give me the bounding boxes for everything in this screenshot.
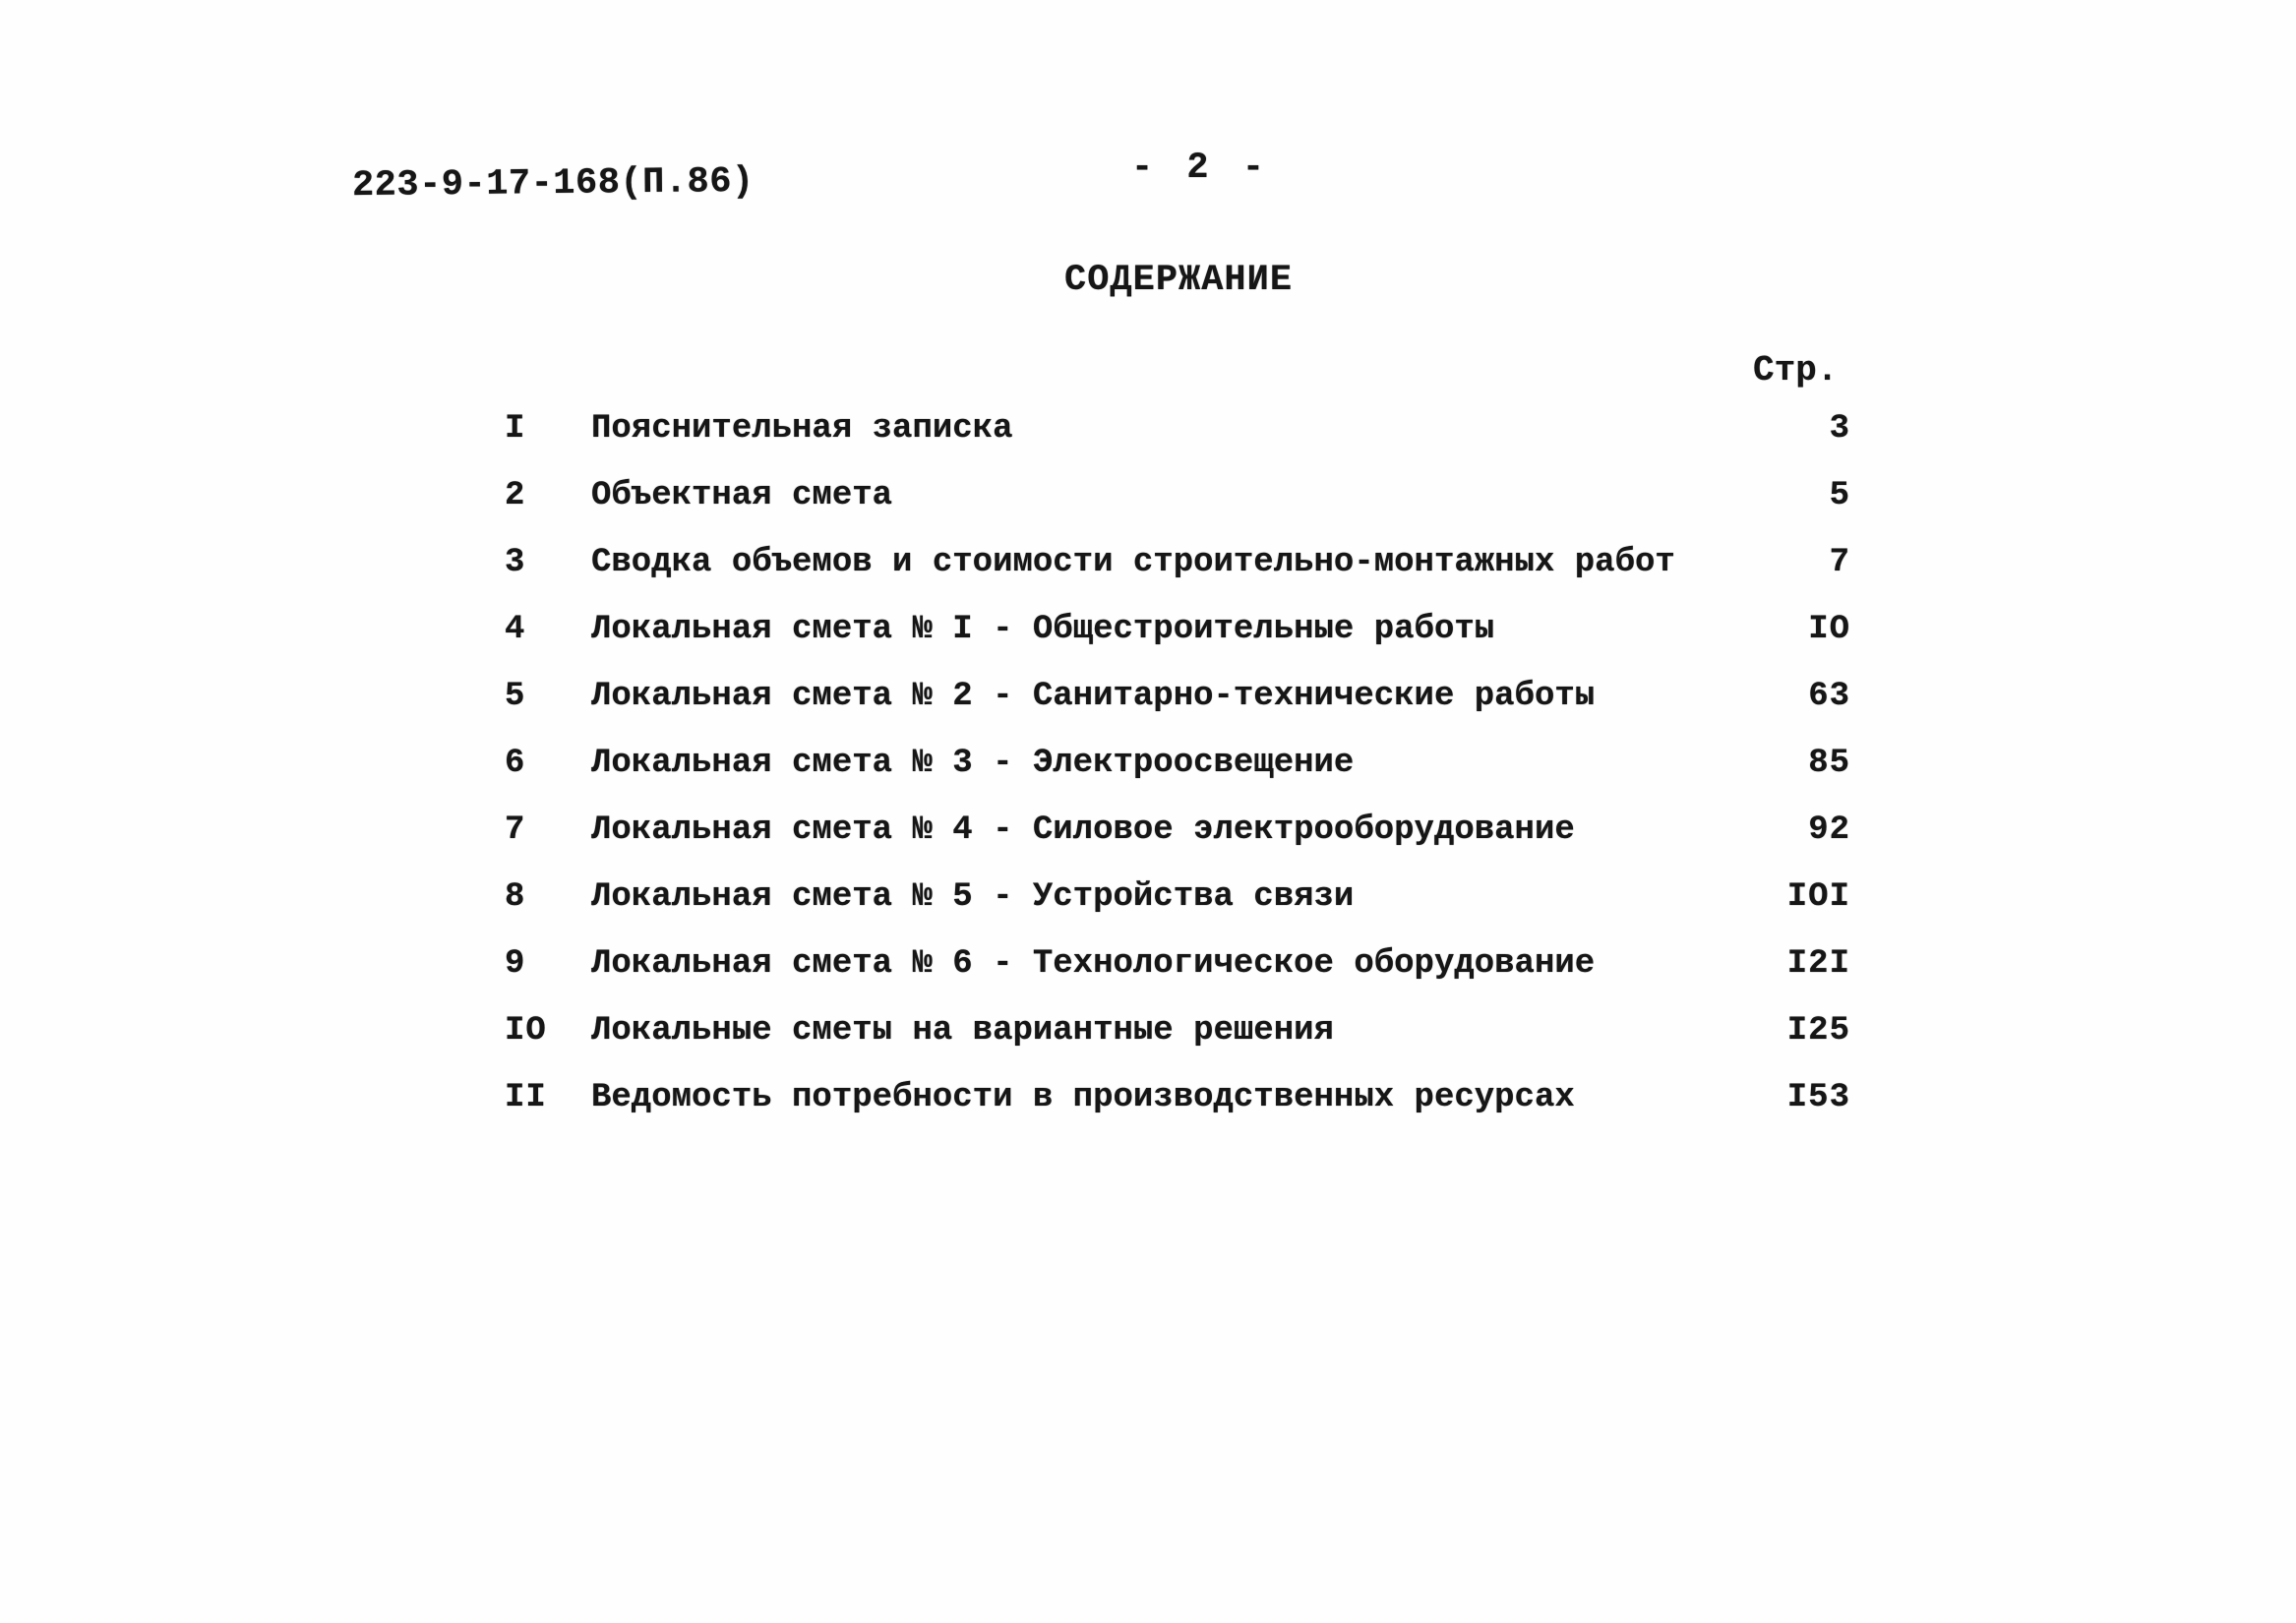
toc-list — [505, 395, 1850, 1131]
toc-item-number: 2 — [505, 477, 526, 514]
toc-row — [505, 1064, 1850, 1131]
toc-row — [505, 395, 1850, 462]
toc-item-page: 63 — [1808, 678, 1850, 715]
toc-item-number: I — [505, 410, 526, 448]
toc-row — [505, 997, 1850, 1064]
page-title: СОДЕРЖАНИЕ — [1064, 260, 1294, 301]
toc-item-number: 8 — [505, 878, 526, 916]
toc-item-number: 3 — [505, 544, 526, 581]
toc-item-number: 7 — [505, 812, 526, 849]
toc-row — [505, 529, 1850, 596]
toc-item-number: 5 — [505, 678, 526, 715]
toc-item-page: 7 — [1829, 544, 1850, 581]
toc-item-title: Локальная смета № I - Общестроительные работы — [591, 611, 1495, 648]
toc-item-title: Локальная смета № 6 - Технологическое оборудование — [591, 945, 1596, 983]
toc-item-title: Ведомость потребности в производственных ресурсах — [591, 1079, 1575, 1116]
toc-item-page: 92 — [1808, 812, 1850, 849]
toc-item-title: Сводка объемов и стоимости строительно-монтажных работ — [591, 544, 1675, 581]
toc-item-number: 9 — [505, 945, 526, 983]
toc-row — [505, 596, 1850, 663]
toc-row — [505, 730, 1850, 797]
toc-item-title: Пояснительная записка — [591, 410, 1013, 448]
toc-row — [505, 931, 1850, 997]
toc-item-page: I53 — [1786, 1079, 1850, 1116]
document-code: 223-9-17-168(П.86) — [351, 160, 755, 208]
toc-item-title: Локальная смета № 3 - Электроосвещение — [591, 745, 1355, 782]
toc-item-page: IO — [1808, 611, 1850, 648]
toc-item-number: IO — [505, 1012, 547, 1050]
toc-item-page: 85 — [1808, 745, 1850, 782]
toc-item-title: Локальные сметы на вариантные решения — [591, 1012, 1334, 1050]
toc-item-title: Объектная смета — [591, 477, 893, 514]
toc-item-page: I25 — [1786, 1012, 1850, 1050]
toc-row — [505, 462, 1850, 529]
toc-item-number: II — [505, 1079, 547, 1116]
toc-item-number: 6 — [505, 745, 526, 782]
toc-item-title: Локальная смета № 2 - Санитарно-технические работы — [591, 678, 1596, 715]
toc-row — [505, 797, 1850, 864]
toc-item-page: I2I — [1786, 945, 1850, 983]
toc-item-page: 5 — [1829, 477, 1850, 514]
toc-row — [505, 663, 1850, 730]
page-number-marker: - 2 - — [1131, 148, 1271, 189]
page-column-header: Стр. — [1753, 350, 1839, 391]
toc-item-title: Локальная смета № 5 - Устройства связи — [591, 878, 1355, 916]
toc-item-page: 3 — [1829, 410, 1850, 448]
toc-item-title: Локальная смета № 4 - Силовое электрооборудование — [591, 812, 1575, 849]
toc-item-number: 4 — [505, 611, 526, 648]
toc-item-page: IOI — [1786, 878, 1850, 916]
toc-row — [505, 864, 1850, 931]
